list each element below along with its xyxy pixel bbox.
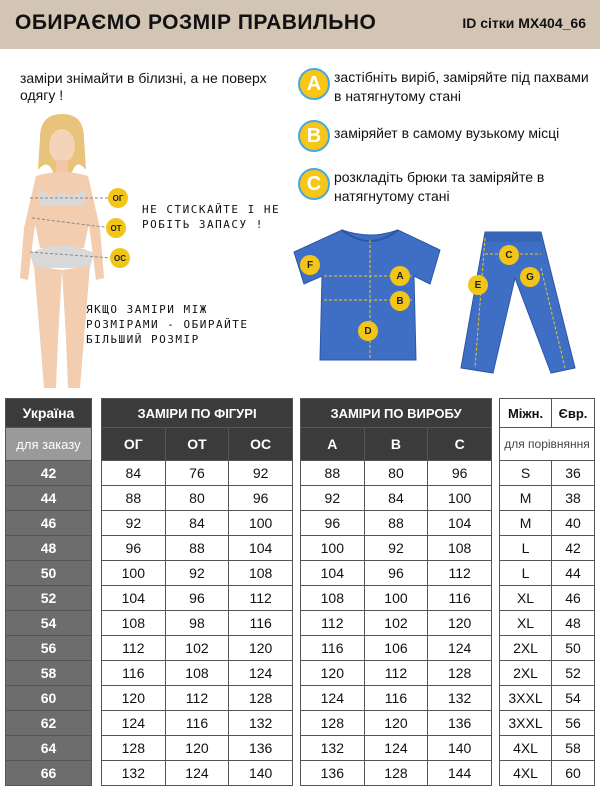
cell-ua: 54 [6,611,92,636]
cell-og: 128 [102,736,166,761]
shirt-b-badge: B [390,291,410,311]
cell-eu: 36 [552,461,595,486]
cell-intl: 4XL [500,736,552,761]
cell-ot: 108 [165,661,229,686]
cell-c: 108 [428,536,492,561]
cell-os: 112 [229,586,293,611]
cell-og: 132 [102,761,166,786]
cell-eu: 60 [552,761,595,786]
cell-b: 102 [364,611,428,636]
table-row [301,711,492,736]
cell-ua: 44 [6,486,92,511]
header-bar [0,0,600,49]
shirt-f-badge: F [300,255,320,275]
cell-ot: 98 [165,611,229,636]
cell-eu: 58 [552,736,595,761]
cell-og: 104 [102,586,166,611]
cell-ua: 56 [6,636,92,661]
table-row [301,461,492,486]
cell-b: 128 [364,761,428,786]
cell-og: 88 [102,486,166,511]
table-row [102,711,293,736]
cell-b: 120 [364,711,428,736]
cell-intl: XL [500,586,552,611]
col-c: C [428,428,492,461]
table-row [102,536,293,561]
cell-b: 112 [364,661,428,686]
pants-e-badge: E [468,275,488,295]
cell-a: 128 [301,711,365,736]
cell-c: 124 [428,636,492,661]
ukraine-subheader: для заказу [6,428,92,461]
cell-os: 108 [229,561,293,586]
table-row [500,536,595,561]
table-row [500,586,595,611]
table-row [301,636,492,661]
table-row [102,636,293,661]
table-row [301,561,492,586]
table-row [102,486,293,511]
cell-b: 116 [364,686,428,711]
table-row [500,461,595,486]
col-b: B [364,428,428,461]
cell-c: 144 [428,761,492,786]
cell-ot: 120 [165,736,229,761]
cell-eu: 38 [552,486,595,511]
pants-g-badge: G [520,267,540,287]
cell-a: 112 [301,611,365,636]
table-row [102,561,293,586]
cell-ot: 92 [165,561,229,586]
cell-og: 120 [102,686,166,711]
cell-b: 80 [364,461,428,486]
cell-og: 92 [102,511,166,536]
eu-header: Євр. [552,399,595,428]
cell-ot: 124 [165,761,229,786]
table-row [301,511,492,536]
cell-c: 96 [428,461,492,486]
cell-c: 140 [428,736,492,761]
cell-os: 120 [229,636,293,661]
table-row [301,686,492,711]
table-row [500,761,595,786]
shirt-a-badge: A [390,266,410,286]
cell-eu: 54 [552,686,595,711]
scrub-shirt-illustration [290,222,450,367]
table-row [500,686,595,711]
cell-a: 124 [301,686,365,711]
table-row [6,761,92,786]
letter-c-icon: C [298,168,330,200]
table-row [102,736,293,761]
cell-eu: 52 [552,661,595,686]
instruction-c-text: розкладіть брюки та заміряйте в натягнутому стані [334,169,545,204]
cell-og: 116 [102,661,166,686]
shirt-d-badge: D [358,321,378,341]
product-header: ЗАМІРИ ПО ВИРОБУ [301,399,492,428]
table-row [6,661,92,686]
cell-os: 92 [229,461,293,486]
cell-ua: 66 [6,761,92,786]
cell-og: 108 [102,611,166,636]
cell-og: 124 [102,711,166,736]
table-row [6,461,92,486]
cell-ot: 76 [165,461,229,486]
cell-ua: 50 [6,561,92,586]
page-title: ОБИРАЄМО РОЗМІР ПРАВИЛЬНО [15,11,377,34]
cell-a: 92 [301,486,365,511]
table-row [6,636,92,661]
cell-c: 136 [428,711,492,736]
cell-c: 104 [428,511,492,536]
cell-os: 96 [229,486,293,511]
cell-os: 124 [229,661,293,686]
underwear-note: заміри знімайти в білизні, а не поверх одягу ! [20,70,267,103]
cell-eu: 40 [552,511,595,536]
figure-measurements-table [101,398,293,786]
table-row [500,486,595,511]
cell-ot: 96 [165,586,229,611]
cell-intl: 3XXL [500,711,552,736]
cell-ot: 84 [165,511,229,536]
cell-c: 116 [428,586,492,611]
cell-intl: 4XL [500,761,552,786]
cell-c: 120 [428,611,492,636]
table-row [301,661,492,686]
cell-os: 100 [229,511,293,536]
cell-b: 92 [364,536,428,561]
cell-eu: 42 [552,536,595,561]
cell-intl: XL [500,611,552,636]
table-row [102,511,293,536]
table-row [102,761,293,786]
letter-b-icon: B [298,120,330,152]
cell-b: 124 [364,736,428,761]
cell-og: 112 [102,636,166,661]
cell-ua: 58 [6,661,92,686]
cell-intl: L [500,561,552,586]
cell-og: 84 [102,461,166,486]
cell-intl: M [500,486,552,511]
col-os: ОС [229,428,293,461]
table-row [500,636,595,661]
col-og: ОГ [102,428,166,461]
instruction-b-text: заміряйет в самому вузькому місці [334,125,560,141]
table-row [301,486,492,511]
cell-c: 100 [428,486,492,511]
between-sizes-note: ЯКЩО ЗАМІРИ МІЖ РОЗМІРАМИ - ОБИРАЙТЕ БІЛЬШИЙ РОЗМІР [86,303,249,346]
table-row [301,536,492,561]
table-row [500,711,595,736]
cell-ot: 116 [165,711,229,736]
cell-intl: 2XL [500,636,552,661]
table-row [6,711,92,736]
table-row [301,761,492,786]
cell-eu: 48 [552,611,595,636]
cell-intl: L [500,536,552,561]
figure-header: ЗАМІРИ ПО ФІГУРІ [102,399,293,428]
table-row [500,561,595,586]
cell-og: 100 [102,561,166,586]
table-row [301,611,492,636]
table-row [301,586,492,611]
cell-os: 136 [229,736,293,761]
table-row [500,611,595,636]
table-row [102,661,293,686]
table-row [6,511,92,536]
compare-note: для порівняння [500,428,595,461]
letter-a-icon: A [298,68,330,100]
cell-a: 104 [301,561,365,586]
cell-a: 136 [301,761,365,786]
cell-ot: 88 [165,536,229,561]
no-squeeze-note: НЕ СТИСКАЙТЕ І НЕ РОБІТЬ ЗАПАСУ ! [142,203,281,231]
instruction-a-text: застібніть виріб, заміряйте під пахвами в натягнутому стані [334,69,589,104]
cell-c: 112 [428,561,492,586]
cell-intl: 2XL [500,661,552,686]
table-row [500,736,595,761]
cell-ua: 46 [6,511,92,536]
cell-eu: 56 [552,711,595,736]
table-row [301,736,492,761]
cell-og: 96 [102,536,166,561]
cell-eu: 44 [552,561,595,586]
cell-os: 140 [229,761,293,786]
cell-b: 96 [364,561,428,586]
col-ot: ОТ [165,428,229,461]
table-row [102,611,293,636]
cell-a: 116 [301,636,365,661]
cell-ot: 102 [165,636,229,661]
product-measurements-table [300,398,492,786]
cell-b: 100 [364,586,428,611]
grid-id: ID сітки MX404_66 [462,15,586,31]
cell-b: 88 [364,511,428,536]
cell-os: 104 [229,536,293,561]
table-row [6,536,92,561]
col-a: A [301,428,365,461]
cell-ot: 80 [165,486,229,511]
cell-intl: 3XXL [500,686,552,711]
table-row [102,686,293,711]
ukraine-size-table [5,398,92,786]
table-row [6,586,92,611]
ukraine-header: Україна [6,399,92,428]
cell-b: 106 [364,636,428,661]
cell-c: 128 [428,661,492,686]
intl-header: Міжн. [500,399,552,428]
cell-ua: 64 [6,736,92,761]
cell-a: 120 [301,661,365,686]
cell-a: 132 [301,736,365,761]
cell-intl: S [500,461,552,486]
cell-ua: 42 [6,461,92,486]
table-row [500,661,595,686]
cell-ua: 48 [6,536,92,561]
pants-c-badge: C [499,245,519,265]
table-row [6,611,92,636]
cell-eu: 46 [552,586,595,611]
cell-a: 96 [301,511,365,536]
os-badge: ОС [110,248,130,268]
cell-a: 88 [301,461,365,486]
cell-a: 100 [301,536,365,561]
cell-ot: 112 [165,686,229,711]
cell-b: 84 [364,486,428,511]
table-row [102,586,293,611]
ot-badge: ОТ [106,218,126,238]
table-row [6,486,92,511]
table-row [500,511,595,536]
cell-a: 108 [301,586,365,611]
cell-os: 116 [229,611,293,636]
cell-os: 128 [229,686,293,711]
cell-ua: 60 [6,686,92,711]
table-row [6,736,92,761]
table-row [6,561,92,586]
cell-os: 132 [229,711,293,736]
cell-eu: 50 [552,636,595,661]
international-size-table [499,398,595,786]
table-row [6,686,92,711]
table-row [102,461,293,486]
cell-ua: 52 [6,586,92,611]
cell-c: 132 [428,686,492,711]
cell-intl: M [500,511,552,536]
cell-ua: 62 [6,711,92,736]
og-badge: ОГ [108,188,128,208]
